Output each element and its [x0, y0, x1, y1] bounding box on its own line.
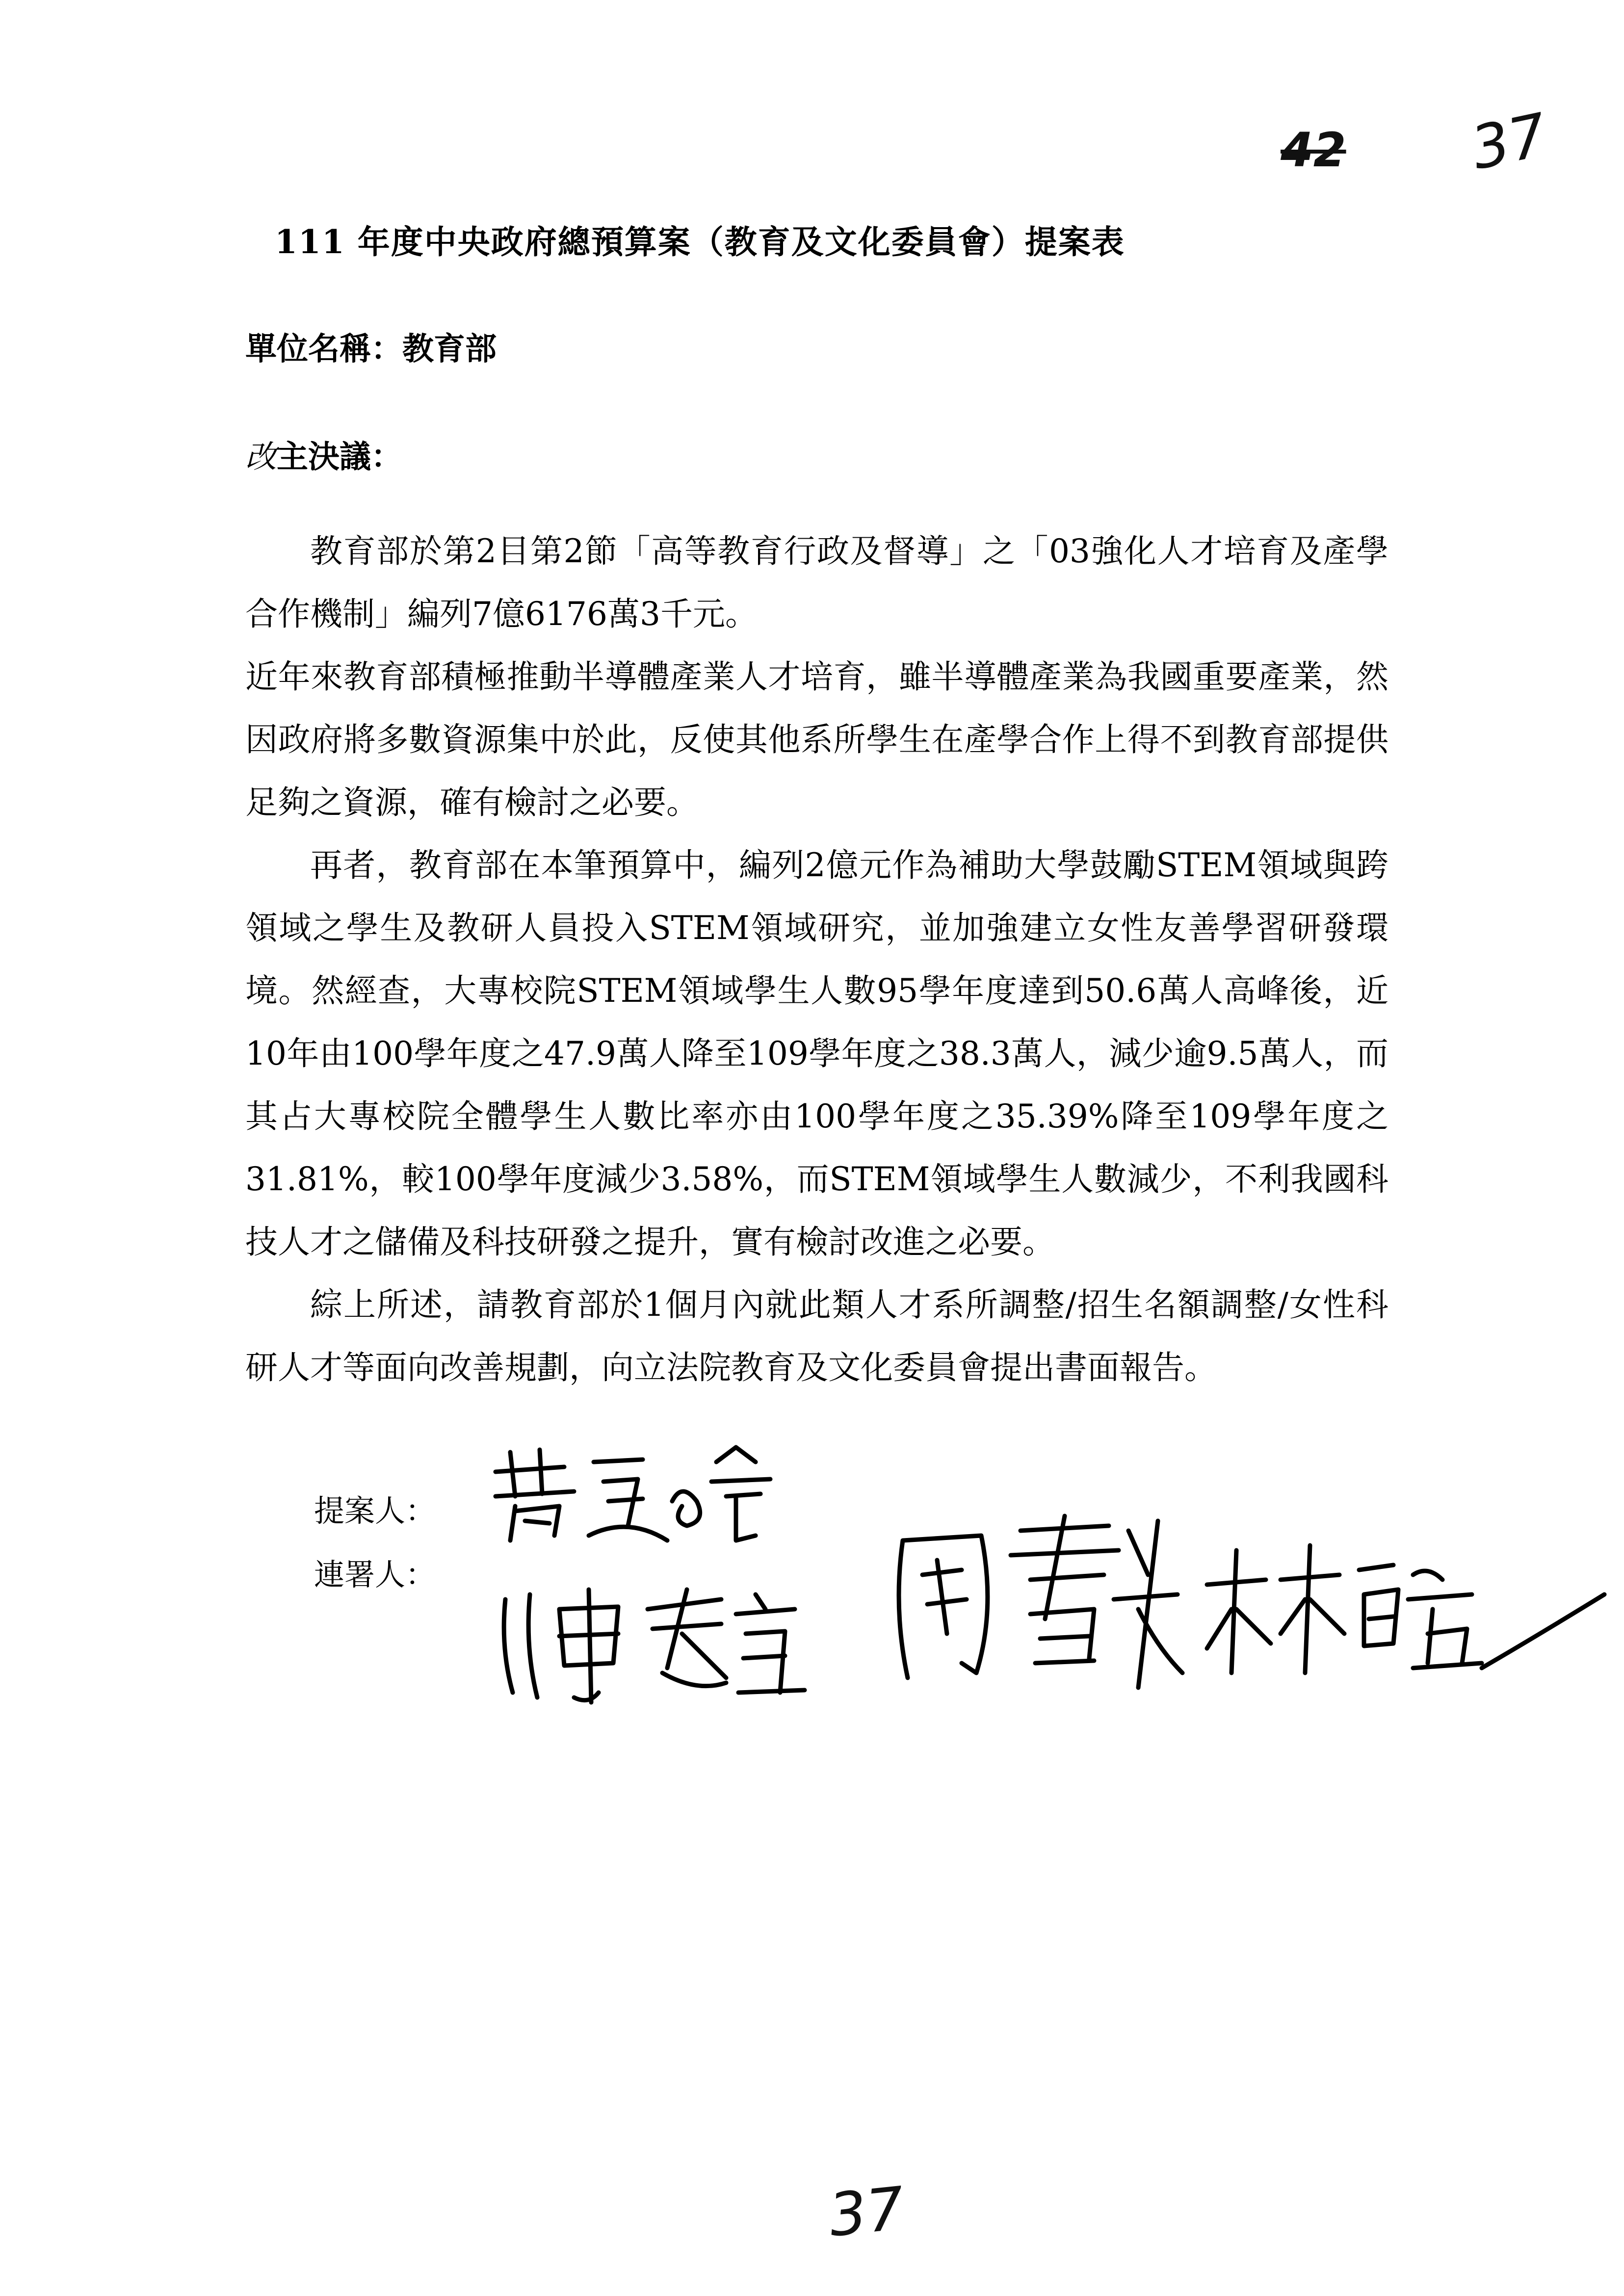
paragraph-1: 教育部於第2目第2節「高等教育行政及督導」之「03強化人才培育及產學合作機制」編列7億6176萬3千元。	[245, 532, 1388, 633]
handwritten-correction: 改	[245, 439, 277, 475]
cosigner-signature-3	[1197, 1536, 1609, 1693]
document-title: 111 年度中央政府總預算案（教育及文化委員會）提案表	[275, 223, 1125, 261]
paragraph-4: 綜上所述，請教育部於1個月內就此類人才系所調整/招生名額調整/女性科研人才等面向改善規劃，向立法院教育及文化委員會提出書面報告。	[245, 1286, 1388, 1386]
proposer-label: 提案人：	[314, 1493, 436, 1529]
resolution-heading	[245, 432, 402, 477]
resolution-label: 主決議：	[277, 439, 402, 475]
struck-page-number: 42	[1281, 123, 1346, 178]
proposer-signature	[481, 1442, 795, 1550]
paragraph-3: 再者，教育部在本筆預算中，編列2億元作為補助大學鼓勵STEM領域與跨領域之學生及教研人員投入STEM領域研究，並加強建立女性友善學習研發環境。然經查，大專校院STEM領域學生人數95學年度達到50.6萬人高峰後，近10年由100學年度之47.9萬人降至109學年度之38.3萬人，減少逾9.5萬人，而其占大專校院全體學生人數比率亦由100學年度之35.39%降至109學年度之31.81%，較100學年度減少3.58%，而STEM領域學生人數減少，不利我國科技人才之儲備及科技研發之提升，實有檢討改進之必要。	[245, 846, 1388, 1261]
unit-name: 單位名稱：教育部	[245, 331, 497, 367]
resolution-body	[245, 520, 1388, 1399]
footer-page-number: 37	[826, 2174, 908, 2250]
cosigner-signature-1	[491, 1580, 824, 1707]
cosigner-signature-2	[883, 1511, 1187, 1697]
cosigner-label: 連署人：	[314, 1557, 436, 1592]
handwritten-page-number: 37	[1466, 101, 1553, 183]
paragraph-2: 近年來教育部積極推動半導體產業人才培育，雖半導體產業為我國重要產業，然因政府將多數資源集中於此，反使其他系所學生在產學合作上得不到教育部提供足夠之資源，確有檢討之必要。	[245, 658, 1388, 821]
